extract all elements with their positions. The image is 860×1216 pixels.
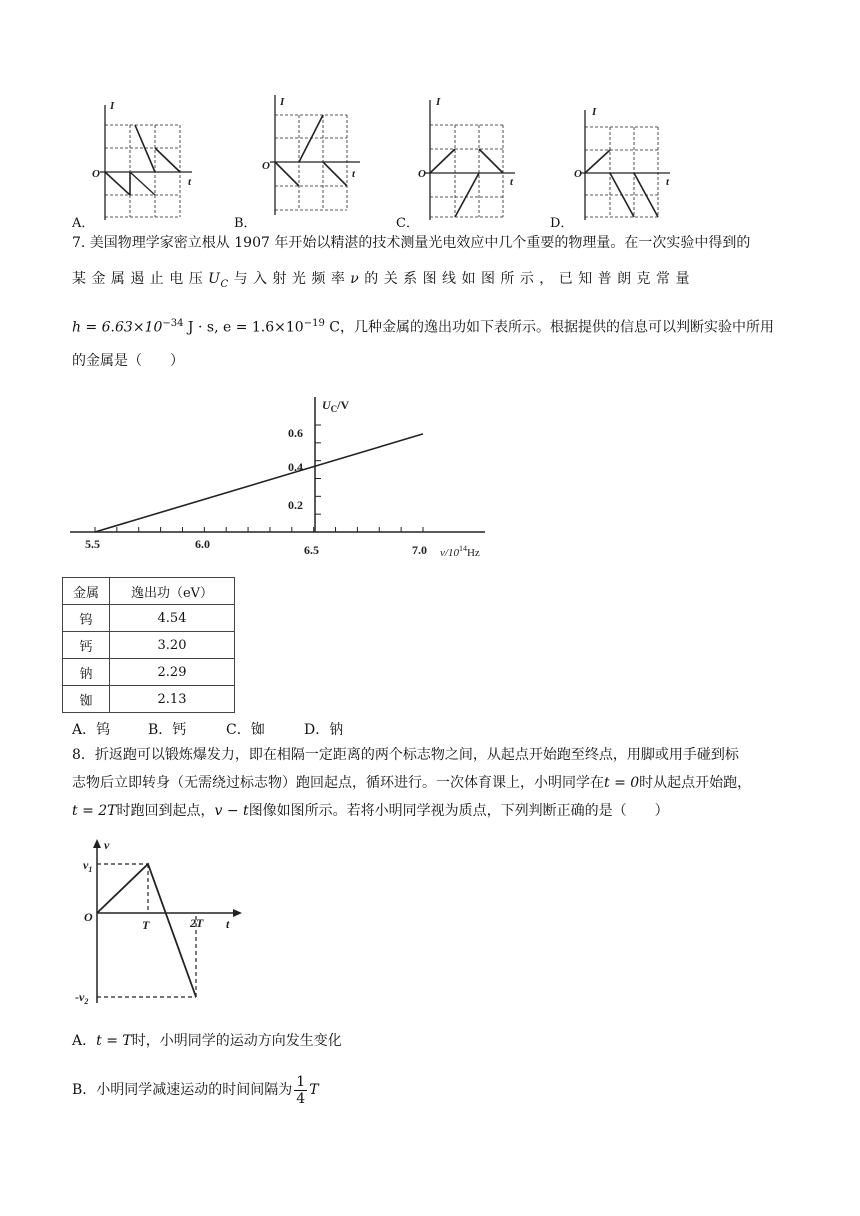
q7-line-1: 7. 美国物理学家密立根从 1907 年开始以精湛的技术测量光电效应中几个重要的物理量。在一次实验中得到的 [72, 235, 751, 251]
table-cell-value: 3.20 [110, 632, 235, 659]
q8-origin: O [84, 910, 93, 924]
q6-graph-a [100, 105, 192, 220]
table-row [63, 605, 235, 632]
q7-line-2 [72, 268, 792, 296]
fraction-numerator: 1 [296, 1073, 306, 1090]
q7-uc: U [208, 271, 221, 287]
q8-line-1: 8．折返跑可以锻炼爆发力，即在相隔一定距离的两个标志物之间，从起点开始跑至终点，用脚或用手碰到标 [72, 747, 739, 763]
q8-vt-graph [70, 835, 260, 1010]
q8-option-a-letter: A． [72, 1033, 97, 1049]
q8-T-label: T [142, 918, 150, 932]
table-header: 逸出功（eV） [110, 578, 235, 605]
q7-series-line [95, 434, 423, 532]
table-row [63, 659, 235, 686]
q8-option-b[interactable] [72, 1070, 792, 1110]
q6-a-origin: O [92, 168, 100, 180]
q6-d-axis-i: I [592, 106, 597, 118]
arrow-right-icon [233, 909, 242, 917]
q7-option-a[interactable]: A．钨 [72, 722, 111, 738]
q6-a-axis-i: I [110, 100, 115, 112]
q7-y-tick-label: 0.4 [288, 460, 303, 474]
q7-x-tick-label: 7.0 [412, 543, 427, 557]
table-cell-metal: 铷 [63, 686, 110, 713]
q8-t0: t = 0 [604, 775, 640, 791]
q6-graph-d [580, 110, 670, 220]
q8-line-2b: 时从起点开始跑， [639, 775, 752, 791]
arrow-up-icon [93, 839, 101, 848]
q7-option-b[interactable]: B．钙 [148, 722, 187, 738]
q6-c-axis-t: t [510, 176, 514, 188]
q6-option-b[interactable]: B． [234, 216, 257, 231]
q7-option-d[interactable]: D．钠 [304, 722, 344, 738]
q8-line-3b: 图像如图所示。若将小明同学视为质点，下列判断正确的是（ ） [248, 803, 669, 819]
table-header: 金属 [63, 578, 110, 605]
q8-v-label: v [104, 838, 110, 852]
q7-uc-sub: C [220, 278, 229, 290]
q7-y-axis-label: $U_C/V$ [322, 398, 350, 414]
q8-option-b-fraction [294, 1074, 307, 1107]
q6-d-origin: O [574, 168, 582, 180]
q7-line-2a: 某 金 属 遏 止 电 压 [72, 271, 209, 287]
q7-e-value: J · s, e = 1.6×10 [183, 319, 304, 336]
q8-t2: t = 2T [72, 803, 117, 819]
table-header-row [63, 578, 235, 605]
q6-graph-b [270, 95, 360, 215]
q7-y-tick-label: 0.6 [288, 426, 303, 440]
q6-b-axis-i: I [280, 96, 285, 108]
q7-x-tick-label: 6.5 [304, 543, 319, 557]
q6-option-c[interactable]: C． [396, 216, 419, 231]
table-cell-metal: 钙 [63, 632, 110, 659]
q8-neg-v2-label: $-v_2$ [75, 990, 89, 1006]
q7-h-exp: −34 [162, 318, 184, 329]
q7-line-4: 的金属是（ ） [72, 353, 184, 369]
q7-x-axis-label: $\nu/10^{14}Hz$ [440, 544, 480, 559]
q7-y-tick-label: 0.2 [288, 498, 303, 512]
q8-option-a-math: t = T [96, 1033, 132, 1049]
q6-b-origin: O [262, 160, 270, 172]
q6-d-axis-t: t [666, 176, 670, 188]
q6-c-origin: O [418, 168, 426, 180]
q7-line-2b: 与 入 射 光 频 率 [228, 271, 351, 287]
q6-b-axis-t: t [352, 168, 356, 180]
q6-graph-c [425, 100, 515, 220]
fraction-denominator: 4 [296, 1090, 306, 1107]
q7-line-3-end: C，几种金属的逸出功如下表所示。根据提供的信息可以判断实验中所用 [324, 319, 774, 336]
q8-v1-label: $v_1$ [83, 858, 93, 874]
table-cell-metal: 钠 [63, 659, 110, 686]
q8-line-3 [72, 800, 792, 822]
q6-option-a[interactable]: A． [72, 216, 95, 231]
q7-h-value: h = 6.63×10 [72, 319, 163, 336]
table-cell-value: 4.54 [110, 605, 235, 632]
q6-option-d[interactable]: D． [550, 216, 574, 231]
q6-a-axis-t: t [188, 176, 192, 188]
q7-nu: ν [350, 271, 360, 287]
table-row [63, 632, 235, 659]
q8-line-2a: 志物后立即转身（无需绕过标志物）跑回起点，循环进行。一次体育课上，小明同学在 [72, 775, 604, 791]
q7-line-2c: 的 关 系 图 线 如 图 所 示 ， 已 知 普 朗 克 常 量 [359, 271, 690, 287]
q7-work-function-table [62, 577, 235, 713]
q8-2T-label: 2T [190, 916, 204, 930]
table-cell-value: 2.13 [110, 686, 235, 713]
q8-option-b-text: B．小明同学减速运动的时间间隔为 [72, 1082, 293, 1098]
q6-option-graphs [60, 95, 700, 230]
q8-vt: v − t [214, 803, 249, 819]
table-cell-value: 2.29 [110, 659, 235, 686]
q8-option-a-text: 时，小明同学的运动方向发生变化 [131, 1033, 342, 1049]
q7-option-c[interactable]: C．铷 [226, 722, 265, 738]
q7-chart [60, 385, 510, 570]
table-row [63, 686, 235, 713]
q6-c-axis-i: I [436, 96, 441, 108]
q7-line-3 [72, 313, 792, 339]
table-cell-metal: 钨 [63, 605, 110, 632]
q8-line-3a: 时跑回到起点， [116, 803, 215, 819]
q8-line-2 [72, 772, 792, 794]
q7-x-tick-label: 6.0 [195, 537, 210, 551]
q7-e-exp: −19 [303, 318, 325, 329]
q7-x-tick-label: 5.5 [85, 537, 100, 551]
q8-option-b-T: T [309, 1082, 319, 1098]
q8-option-a[interactable] [72, 1030, 792, 1052]
q8-t-label: t [226, 917, 230, 931]
